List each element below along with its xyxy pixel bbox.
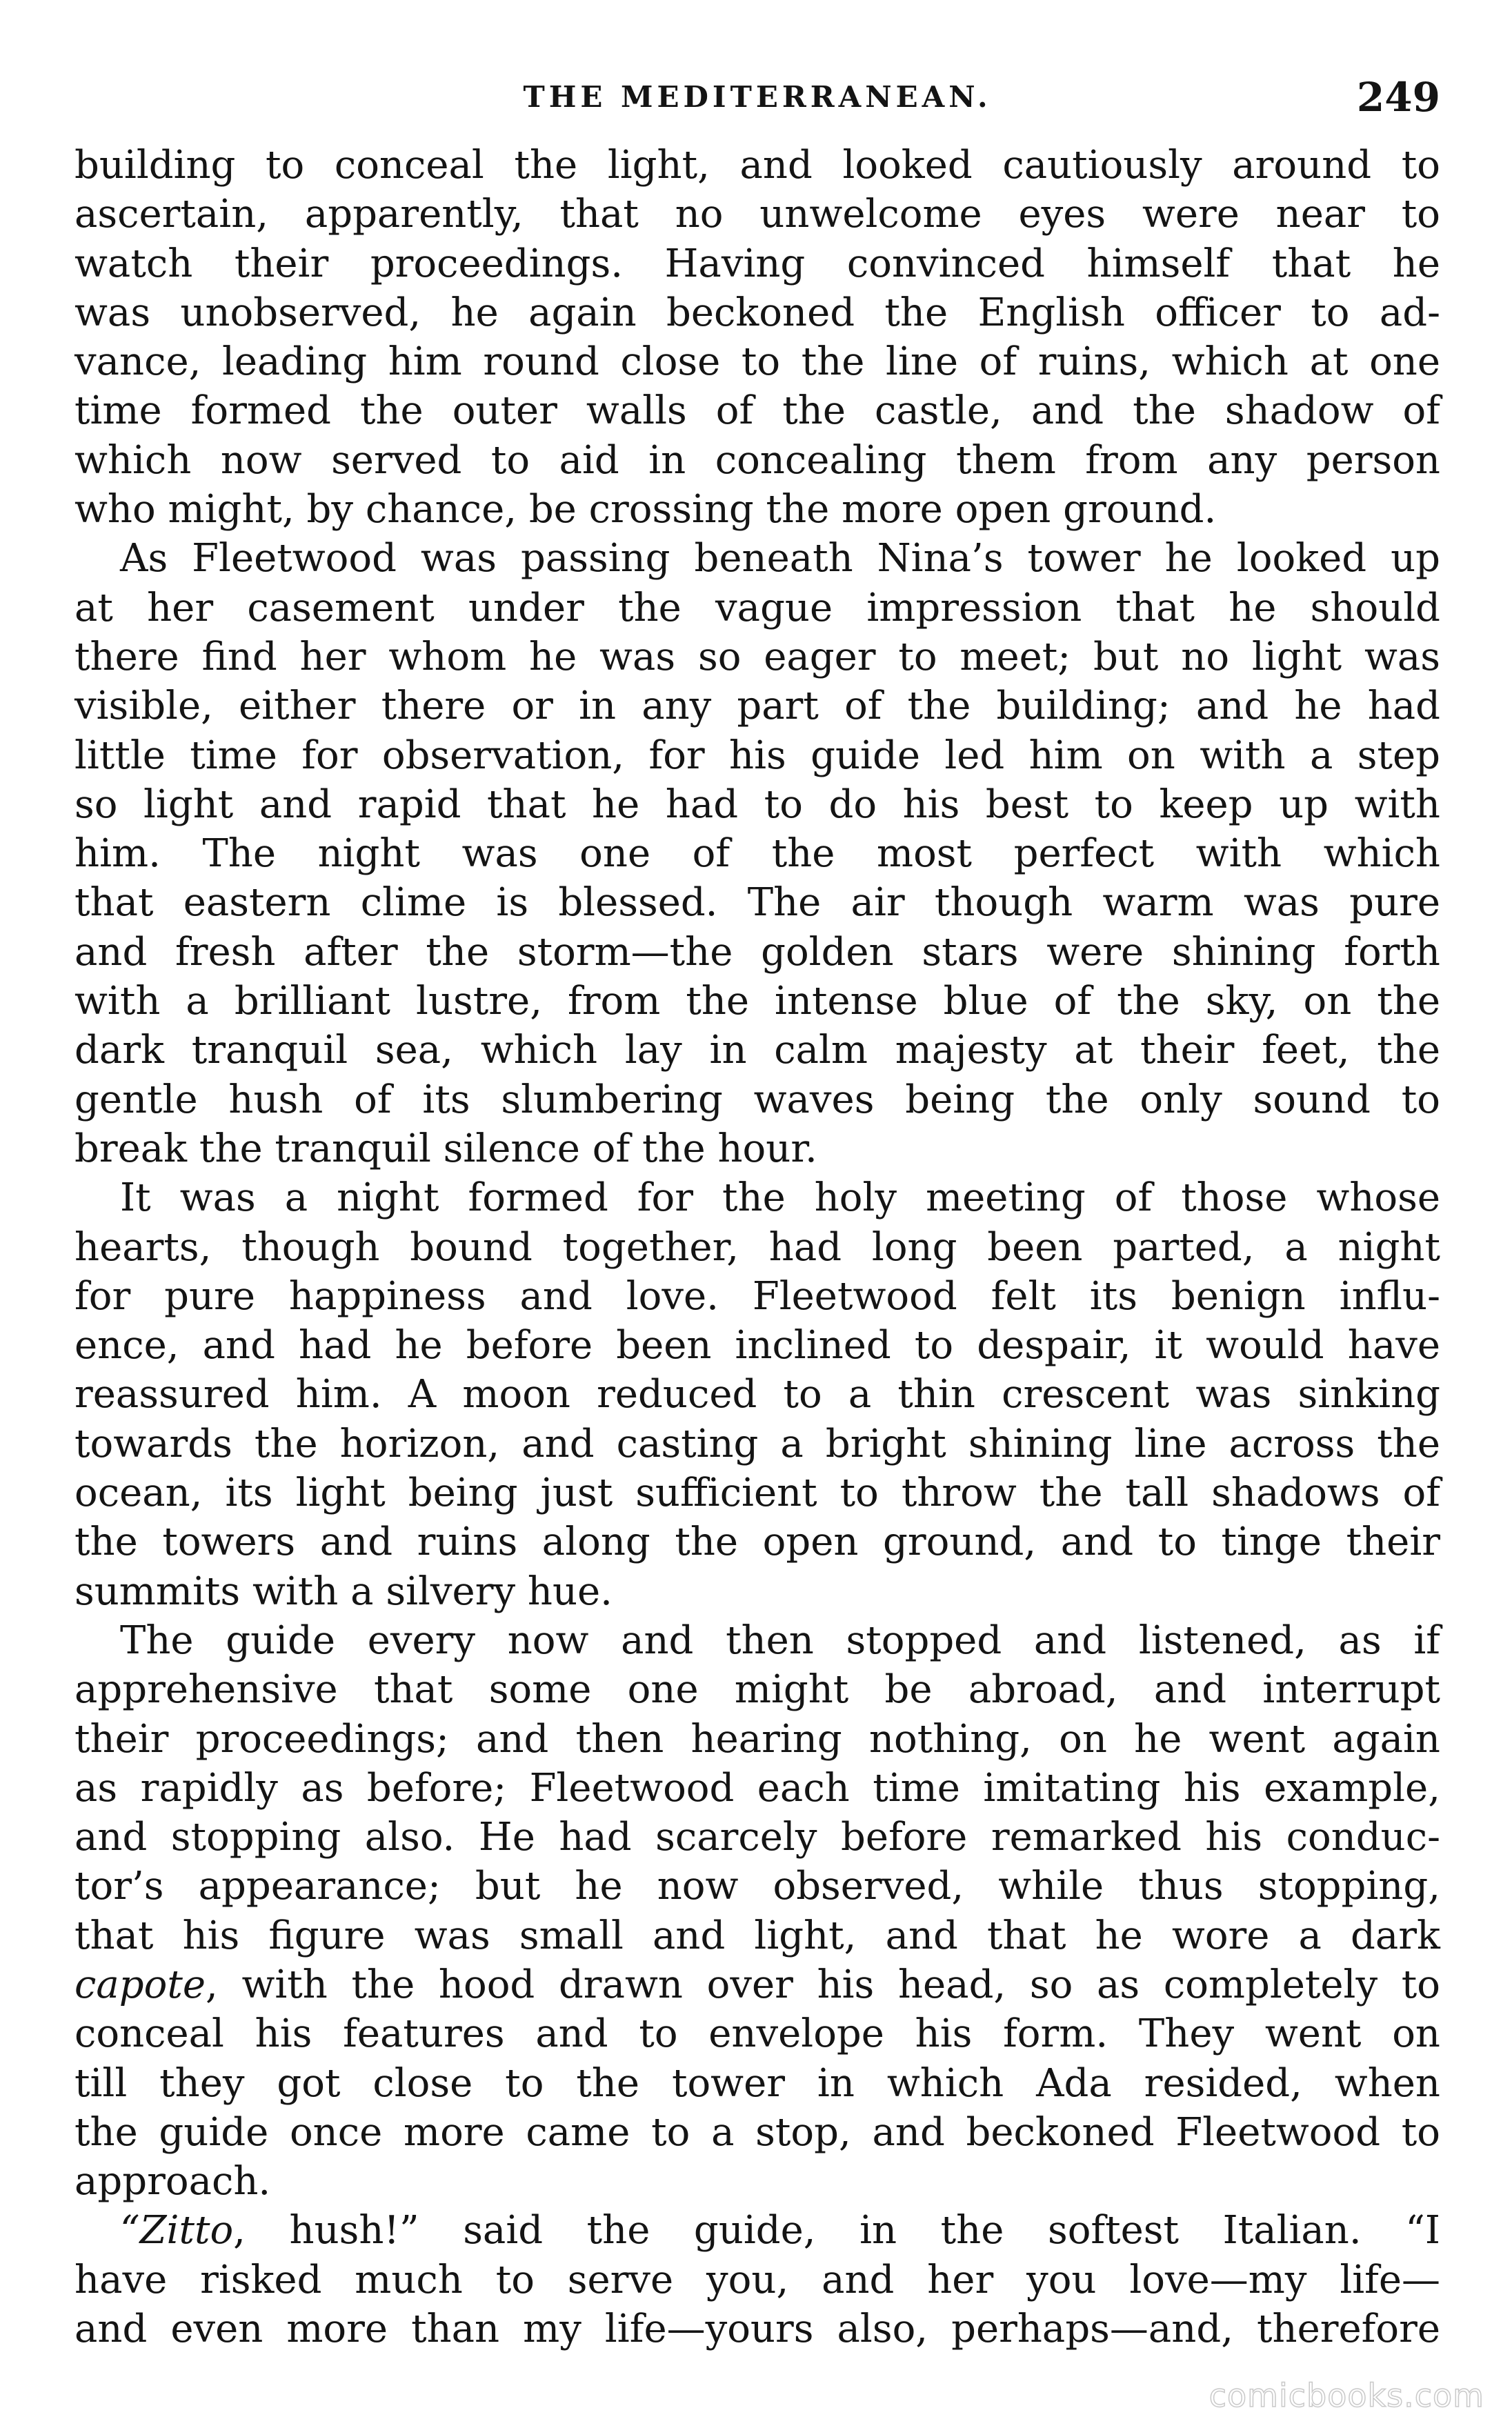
text-line: It was a night formed for the holy meeting of those whose [120, 1175, 1440, 1221]
text-line: the towers and ruins along the open ground, and to tinge their [74, 1520, 1440, 1565]
text-line: him. The night was one of the most perfect with which [74, 831, 1440, 877]
text-line: and fresh after the storm—the golden stars were shining forth [74, 929, 1440, 975]
text-line: towards the horizon, and casting a bright shining line across the [74, 1421, 1440, 1466]
text-line: that eastern clime is blessed. The air though warm was pure [74, 880, 1440, 926]
text-line: so light and rapid that he had to do his best to keep up with [74, 782, 1440, 827]
text-line: As Fleetwood was passing beneath Nina’s tower he looked up [120, 536, 1440, 581]
italic-word: “Zitto [120, 2208, 234, 2253]
text-line: for pure happiness and love. Fleetwood felt its benign influ- [74, 1273, 1440, 1319]
text-line: the guide once more came to a stop, and beckoned Fleetwood to [74, 2109, 1440, 2155]
page-header [74, 66, 1440, 128]
text-line: capote, with the hood drawn over his head, so as completely to [74, 1962, 1440, 2007]
text-line: The guide every now and then stopped and listened, as if [120, 1618, 1440, 1663]
text-line: there find her whom he was so eager to meet; but no light was [74, 634, 1440, 679]
text-line: building to conceal the light, and looked cautiously around to [74, 143, 1440, 188]
running-title: THE MEDITERRANEAN. [523, 80, 992, 114]
text-line: was unobserved, he again beckoned the English officer to ad- [74, 290, 1440, 335]
text-line: tor’s appearance; but he now observed, while thus stopping, [74, 1864, 1440, 1909]
text-line: and stopping also. He had scarcely before remarked his conduc- [74, 1815, 1440, 1860]
text-line: apprehensive that some one might be abroad, and interrupt [74, 1667, 1440, 1713]
text-line: break the tranquil silence of the hour. [74, 1126, 817, 1171]
watermark: comicbooks.com [1208, 2377, 1484, 2414]
text-line: summits with a silvery hue. [74, 1569, 613, 1614]
text-line: ence, and had he before been inclined to despair, it would have [74, 1323, 1440, 1369]
text-line: time formed the outer walls of the castle, and the shadow of [74, 388, 1440, 434]
text-line: little time for observation, for his guide led him on with a step [74, 733, 1440, 778]
text-line: “Zitto, hush!” said the guide, in the softest Italian. “I [120, 2208, 1440, 2253]
text-line: that his figure was small and light, and that he wore a dark [74, 1913, 1440, 1958]
text-line: conceal his features and to envelope his form. They went on [74, 2011, 1440, 2057]
text-line: have risked much to serve you, and her you love—my life— [74, 2257, 1440, 2302]
text-line: who might, by chance, be crossing the more open ground. [74, 487, 1217, 533]
text-line: which now served to aid in concealing them from any person [74, 437, 1440, 483]
text-line: approach. [74, 2159, 271, 2205]
text-line: at her casement under the vague impression that he should [74, 585, 1440, 630]
page-number: 249 [1356, 74, 1440, 121]
text-line: dark tranquil sea, which lay in calm majesty at their feet, the [74, 1028, 1440, 1073]
text-line: as rapidly as before; Fleetwood each time imitating his example, [74, 1765, 1440, 1811]
text-line: ascertain, apparently, that no unwelcome eyes were near to [74, 192, 1440, 237]
italic-word: capote [74, 1962, 206, 2007]
text-line: gentle hush of its slumbering waves being the only sound to [74, 1077, 1440, 1122]
text-line: reassured him. A moon reduced to a thin crescent was sinking [74, 1372, 1440, 1417]
text-line: ocean, its light being just sufficient to throw the tall shadows of [74, 1471, 1440, 1516]
text-line: their proceedings; and then hearing nothing, on he went again [74, 1716, 1440, 1762]
text-line: vance, leading him round close to the line of ruins, which at one [74, 339, 1440, 385]
text-line: hearts, though bound together, had long been parted, a night [74, 1224, 1440, 1270]
text-line: till they got close to the tower in which Ada resided, when [74, 2060, 1440, 2106]
text-line: and even more than my life—yours also, perhaps—and, therefore [74, 2307, 1440, 2352]
text-line: with a brilliant lustre, from the intense blue of the sky, on the [74, 979, 1440, 1024]
text-line: visible, either there or in any part of the building; and he had [74, 684, 1440, 729]
text-line: watch their proceedings. Having convinced himself that he [74, 241, 1440, 286]
body-text [74, 141, 1440, 2354]
